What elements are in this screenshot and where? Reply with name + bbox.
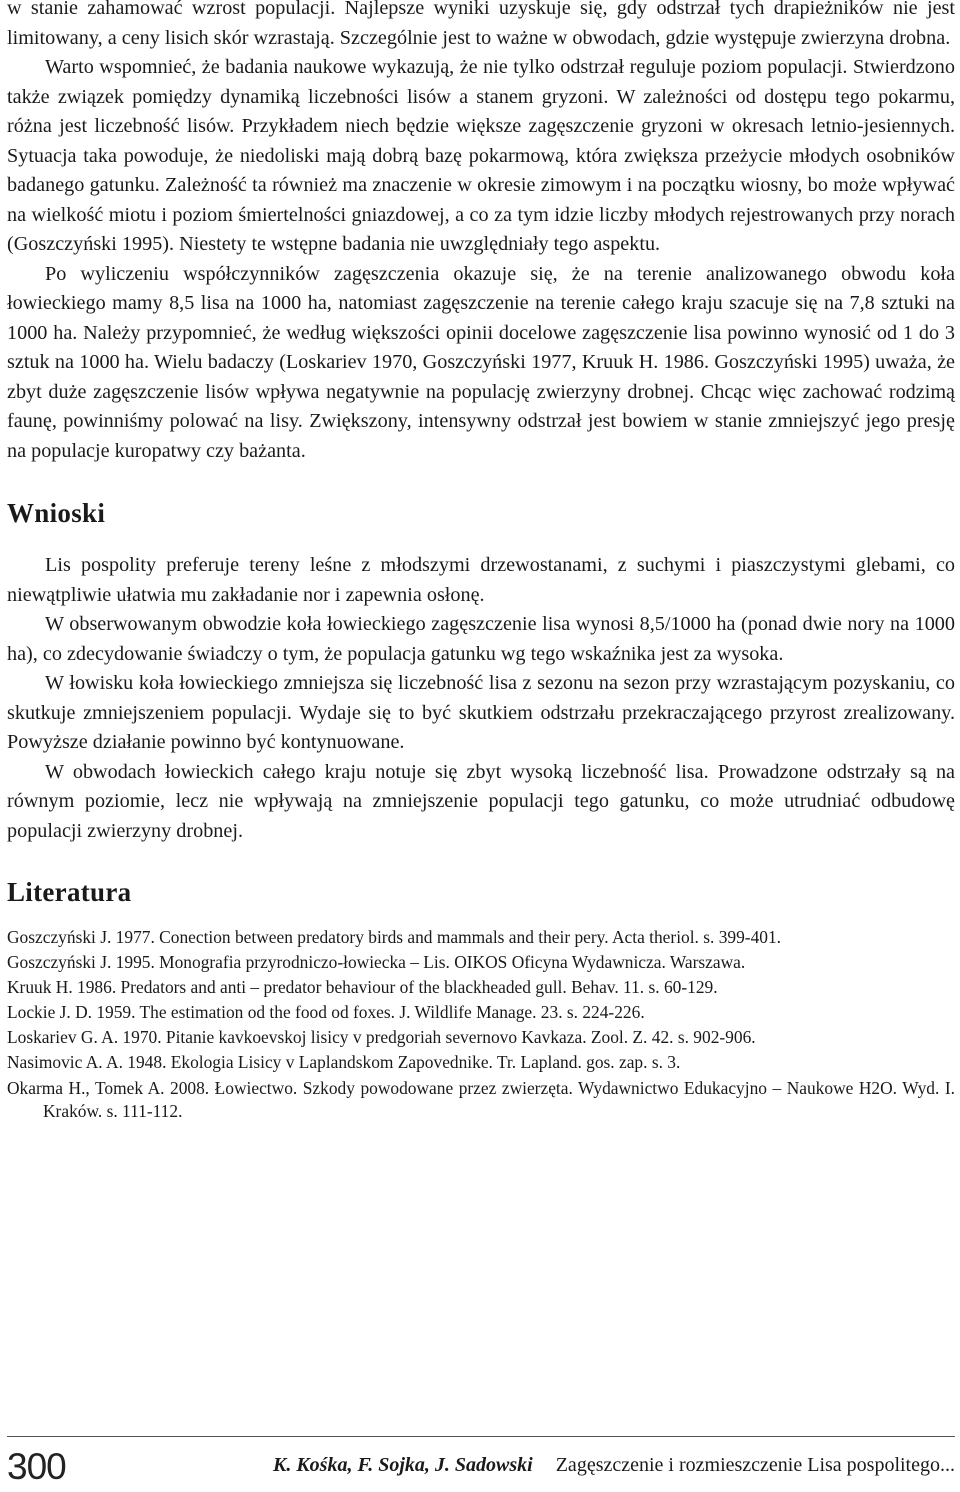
running-footer: [273, 1452, 955, 1478]
conclusion-paragraph: W łowisku koła łowieckiego zmniejsza się liczebność lisa z sezonu na sezon przy wzrastającym pozyskaniu, co skutkuje zmniejszeniem populacji. Wydaje się to być skutkiem odstrzału przekraczającego przyrost zrealizowany. Powyższe działanie powinno być kontynuowane.: [7, 672, 955, 753]
reference-item: Lockie J. D. 1959. The estimation od the food od foxes. J. Wildlife Manage. 23. s. 224-226.: [7, 1002, 645, 1023]
reference-item: Loskariev G. A. 1970. Pitanie kavkoevskoj lisicy v predgoriah severnovo Kavkaza. Zool. Z. 42. s. 902-906.: [7, 1027, 756, 1048]
reference-item: Goszczyński J. 1977. Conection between predatory birds and mammals and their pery. Acta theriol. s. 399-401.: [7, 927, 782, 947]
body-paragraph: Po wyliczeniu współczynników zagęszczenia okazuje się, że na terenie analizowanego obwodu koła łowieckiego mamy 8,5 lisa na 1000 ha, natomiast zagęszczenie na terenie całego kraju szacuje się na 7,8 sztuki na 1000 ha. Należy przypomnieć, że według większości opinii docelowe zagęszczenie lisa powinno wynosić od 1 do 3 sztuk na 1000 ha. Wielu badaczy (Loskariev 1970, Goszczyński 1977, Kruuk H. 1986. Goszczyński 1995) uważa, że zbyt duże zagęszczenie lisów wpływa negatywnie na populację zwierzyny drobnej. Chcąc więc zachować rodzimą faunę, powinniśmy polować na lisy. Zwiększony, intensywny odstrzał jest bowiem w stanie zmniejszyć jego presję na populacje kuropatwy czy bażanta.: [7, 262, 955, 462]
reference-item: Goszczyński J. 1995. Monografia przyrodniczo-łowiecka – Lis. OIKOS Oficyna Wydawnicza. Warszawa.: [7, 952, 746, 973]
page-number: 300: [7, 1446, 66, 1487]
reference-item: Kruuk H. 1986. Predators and anti – predator behaviour of the blackheaded gull. Behav. 11. s. 60-129.: [7, 977, 718, 998]
reference-list: [7, 926, 955, 1124]
page-content: [7, 0, 955, 1125]
section-heading-wnioski: Wnioski: [7, 498, 106, 528]
body-paragraph: Warto wspomnieć, że badania naukowe wykazują, że nie tylko odstrzał reguluje poziom populacji. Stwierdzono także związek pomiędzy dynamiką liczebności lisów a stanem gryzoni. W zależności od dostępu tego pokarmu, różna jest liczebność lisów. Przykładem niech będzie większe zagęszczenie gryzoni w okresach letnio-jesiennych. Sytuacja taka powoduje, że niedoliski mają dobrą bazę pokarmową, która zwiększa przeżycie młodych osobników badanego gatunku. Zależność ta również ma znaczenie w okresie zimowym i na początku wiosny, bo może wpływać na wielkość miotu i poziom śmiertelności gniazdowej, a co za tym idzie liczby młodych rejestrowanych przy norach (Goszczyński 1995). Niestety te wstępne badania nie uwzględniały tego aspektu.: [7, 56, 955, 255]
conclusion-paragraph: Lis pospolity preferuje tereny leśne z młodszymi drzewostanami, z suchymi i piaszczystymi glebami, co niewątpliwie ułatwia mu zakładanie nor i zapewnia osłonę.: [7, 554, 955, 606]
footer-running-title: Zagęszczenie i rozmieszczenie Lisa pospolitego...: [555, 1454, 955, 1476]
footer-authors: K. Kośka, F. Sojka, J. Sadowski: [273, 1454, 533, 1476]
section-heading-literatura: Literatura: [7, 877, 132, 907]
body-paragraph: w stanie zahamować wzrost populacji. Najlepsze wyniki uzyskuje się, gdy odstrzał tych drapieżników nie jest limitowany, a ceny lisich skór wzrastają. Szczególnie jest to ważne w obwodach, gdzie występuje zwierzyna drobna.: [7, 0, 955, 49]
conclusion-paragraph: W obwodach łowieckich całego kraju notuje się zbyt wysoką liczebność lisa. Prowadzone odstrzały są na równym poziomie, lecz nie wpływają na zmniejszenie populacji tego gatunku, co może utrudniać odbudowę populacji zwierzyny drobnej.: [7, 760, 955, 842]
reference-item: Okarma H., Tomek A. 2008. Łowiectwo. Szkody powodowane przez zwierzęta. Wydawnictwo Edukacyjno – Naukowe H2O. Wyd. I. Kraków. s. 111-112.: [7, 1077, 955, 1122]
footer-divider: [7, 1436, 955, 1437]
conclusion-paragraph: W obserwowanym obwodzie koła łowieckiego zagęszczenie lisa wynosi 8,5/1000 ha (ponad dwie nory na 1000 ha), co zdecydowanie świadczy o tym, że populacja gatunku wg tego wskaźnika jest za wysoka.: [7, 613, 955, 665]
reference-item: Nasimovic A. A. 1948. Ekologia Lisicy v Laplandskom Zapovednike. Tr. Lapland. gos. zap. s. 3.: [7, 1052, 681, 1073]
